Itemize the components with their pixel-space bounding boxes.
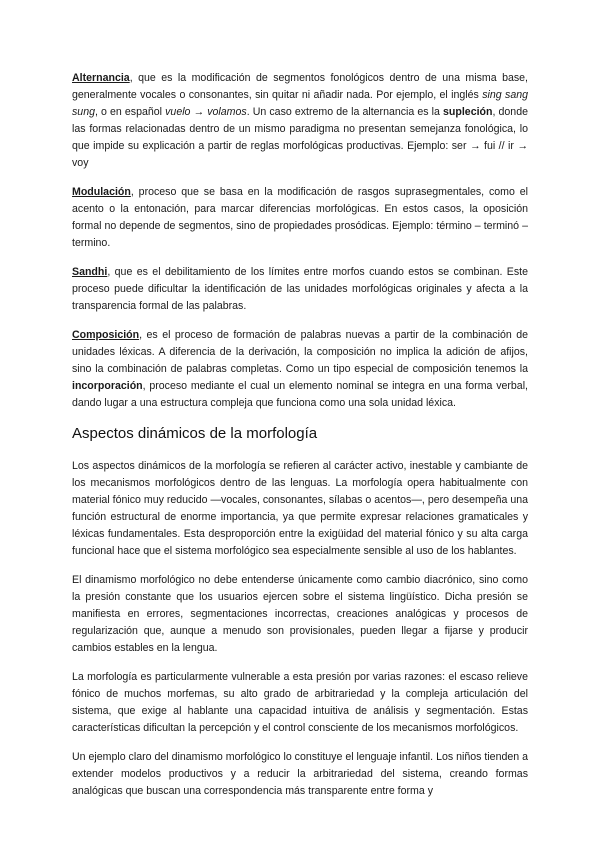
term-modulacion: Modulación [72,186,131,198]
paragraph-modulacion [72,184,528,252]
term-alternancia: Alternancia [72,72,130,84]
paragraph-composicion [72,327,528,412]
text: , es el proceso de formación de palabras nuevas a partir de la combinación de unidades léxicas. A diferencia de la derivación, la composición no implica la adición de afijos, sino la combinación de palabras completas. Como un tipo especial de composición tenemos la [72,329,528,375]
example-italic: sing sang sung [72,89,529,118]
example-italic: vuelo → volamos [165,106,247,118]
section-heading: Aspectos dinámicos de la morfología [72,425,318,442]
text: , proceso mediante el cual un elemento nominal se integra en una forma verbal, dando lugar a una estructura compleja que funciona como una sola unidad léxica. [72,380,528,409]
term-suplecion: supleción [443,106,493,118]
paragraph-aspectos-1: Los aspectos dinámicos de la morfología se refieren al carácter activo, inestable y cambiante de los mecanismos morfológicos dentro de las lenguas. La morfología opera habitualmente con material fónico muy reducido —vocales, consonantes, sílabas o acentos—, pero desempeña una función estructural de enorme importancia, ya que permite expresar relaciones gramaticales y léxicas fundamentales. Esta desproporción entre la exigüidad del material fónico y su alta carga funcional hace que el sistema morfológico sea especialmente sensible al uso de los hablantes. [72,460,528,557]
text: , o en español [94,106,166,118]
term-composicion: Composición [72,329,140,341]
text: , que es la modificación de segmentos fonológicos dentro de una misma base, generalmente vocales o consonantes, sin quitar ni añadir nada. Por ejemplo, el inglés [72,72,528,101]
text: . Un caso extremo de la alternancia es la [246,106,444,118]
term-incorporacion: incorporación [72,380,143,392]
document-page [72,70,528,812]
paragraph-aspectos-3: La morfología es particularmente vulnerable a esta presión por varias razones: el escaso relieve fónico de muchos morfemas, su alto grado de arbitrariedad y la compleja articulación del sistema, que exige al hablante una capacidad intuitiva de análisis y segmentación. Estas características dificultan la percepción y el control consciente de los mecanismos morfológicos. [72,671,528,734]
paragraph-aspectos-4: Un ejemplo claro del dinamismo morfológico lo constituye el lenguaje infantil. Los niños tienden a extender modelos productivos y a reducir la arbitrariedad del sistema, creando formas analógicas que buscan una correspondencia más transparente entre forma y [72,751,528,797]
term-sandhi: Sandhi [72,266,108,278]
paragraph-aspectos-2: El dinamismo morfológico no debe entenderse únicamente como cambio diacrónico, sino como la presión constante que los usuarios ejercen sobre el sistema lingüístico. Dicha presión se manifiesta en errores, segmentaciones incorrectas, creaciones analógicas y procesos de regularización que, aunque a menudo son provisionales, pueden llegar a fijarse y producir cambios estables en la lengua. [72,574,528,654]
text: , donde las formas relacionadas dentro de un mismo paradigma no presentan semejanza fonológica, lo que impide su explicación a partir de reglas morfológicas productivas. Ejemplo: ser → fui // ir → voy [72,106,528,169]
text: , que es el debilitamiento de los límites entre morfos cuando estos se combinan. Este proceso puede dificultar la identificación de las unidades morfológicas originales y afecta a la transparencia formal de las palabras. [72,266,528,312]
text: , proceso que se basa en la modificación de rasgos suprasegmentales, como el acento o la entonación, para marcar diferencias morfológicas. En estos casos, la oposición formal no depende de segmentos, sino de propiedades prosódicas. Ejemplo: término – terminó – termino. [72,186,528,249]
paragraph-sandhi [72,264,528,315]
paragraph-alternancia [72,70,528,172]
